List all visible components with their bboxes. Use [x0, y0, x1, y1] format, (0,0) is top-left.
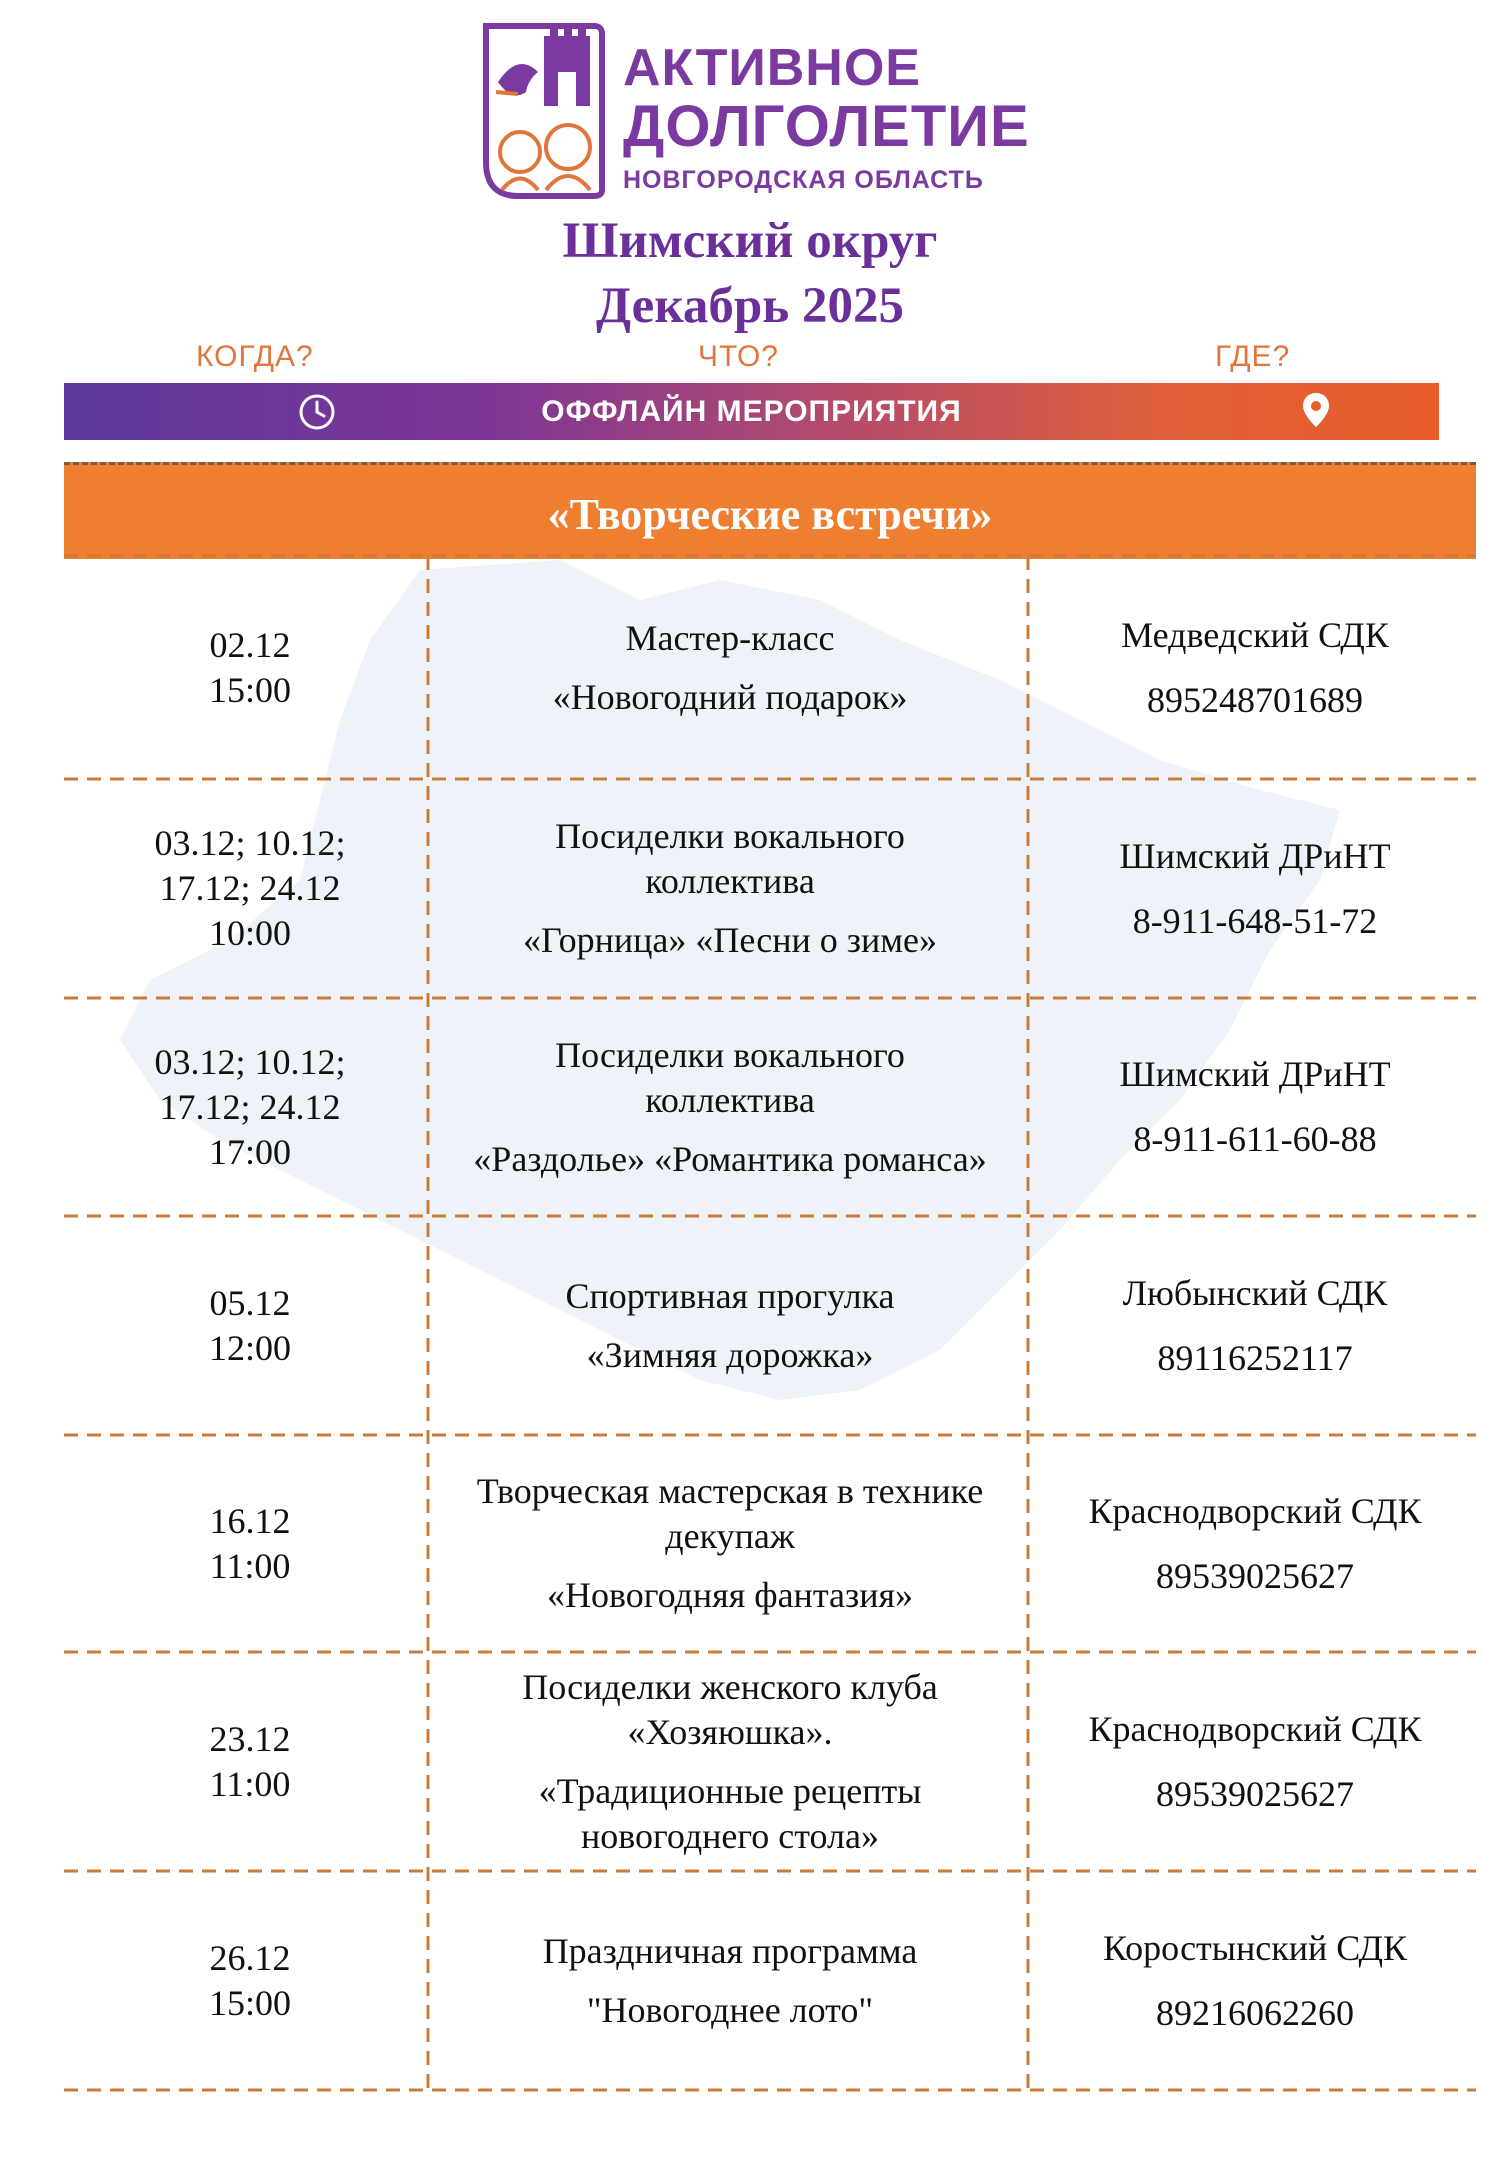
- event-title-line: Посиделки женского клуба: [522, 1666, 938, 1707]
- event-phone: 895248701689: [1147, 679, 1363, 720]
- event-title-line: коллектива: [645, 861, 815, 901]
- event-description-cell: [430, 1929, 1030, 2033]
- month-title: Декабрь 2025: [595, 278, 905, 334]
- logo-line-1: АКТИВНОЕ: [623, 39, 921, 97]
- spacer: [430, 1974, 1030, 1988]
- event-place: Любынский СДК: [1122, 1272, 1388, 1313]
- event-location-cell: [1030, 1052, 1480, 1162]
- column-label-where: ГДЕ?: [1215, 340, 1291, 373]
- event-subtitle-line: «Раздолье» «Романтика романса»: [473, 1138, 987, 1179]
- event-date-line: 17.12; 24.12: [159, 868, 341, 908]
- event-date-line: 15:00: [208, 669, 291, 710]
- event-date-cell: [110, 821, 390, 956]
- column-label-what: ЧТО?: [698, 340, 779, 373]
- event-title-line: Творческая мастерская в технике: [476, 1471, 984, 1511]
- event-subtitle-line: новогоднего стола»: [581, 1815, 879, 1856]
- district-title: Шимский округ: [562, 213, 938, 269]
- spacer: [430, 1319, 1030, 1333]
- event-date-cell: [110, 1040, 390, 1175]
- event-description-cell: [430, 616, 1030, 720]
- spacer: [430, 1123, 1030, 1137]
- event-title-line: Праздничная программа: [542, 1930, 918, 1971]
- event-title-line: коллектива: [645, 1079, 815, 1120]
- spacer: [430, 1559, 1030, 1573]
- event-place: Медведский СДК: [1121, 614, 1389, 655]
- event-date-line: 05.12: [209, 1282, 291, 1323]
- event-title-line: Посиделки вокального: [555, 1034, 905, 1075]
- event-phone: 89539025627: [1156, 1773, 1354, 1814]
- banner-label: ОФФЛАЙН МЕРОПРИЯТИЯ: [541, 395, 962, 428]
- event-date-line: 17:00: [208, 1131, 291, 1172]
- event-date-line: 17.12; 24.12: [159, 1086, 341, 1127]
- event-date-line: 26.12: [209, 1937, 291, 1978]
- event-date-line: 16.12: [209, 1500, 291, 1541]
- spacer: [1030, 1534, 1480, 1554]
- event-location-cell: [1030, 613, 1480, 723]
- event-place: Краснодворский СДК: [1088, 1708, 1422, 1749]
- column-label-when: КОГДА?: [196, 340, 314, 373]
- event-location-cell: [1030, 1271, 1480, 1381]
- spacer: [1030, 879, 1480, 899]
- section-title: «Творческие встречи»: [547, 490, 993, 539]
- event-date-cell: [110, 1499, 390, 1589]
- event-description-cell: [430, 814, 1030, 963]
- logo-line-3: НОВГОРОДСКАЯ ОБЛАСТЬ: [623, 166, 984, 194]
- spacer: [1030, 1097, 1480, 1117]
- event-date-line: 03.12; 10.12;: [154, 1041, 346, 1082]
- event-subtitle-line: «Традиционные рецепты: [538, 1770, 922, 1811]
- event-title-line: Посиделки вокального: [555, 816, 905, 856]
- event-date-cell: [110, 1936, 390, 2026]
- event-subtitle-line: "Новогоднее лото": [586, 1989, 874, 2030]
- event-place: Шимский ДРиНТ: [1119, 835, 1391, 876]
- event-description-cell: [430, 1665, 1030, 1859]
- event-location-cell: [1030, 1926, 1480, 2036]
- event-location-cell: [1030, 1707, 1480, 1817]
- event-description-cell: [430, 1469, 1030, 1618]
- event-phone: 89216062260: [1156, 1992, 1354, 2033]
- event-title-line: Спортивная прогулка: [565, 1275, 895, 1316]
- event-phone: 89539025627: [1156, 1555, 1354, 1596]
- event-subtitle-line: «Горница» «Песни о зиме»: [522, 920, 938, 960]
- event-phone: 8-911-648-51-72: [1132, 900, 1378, 941]
- event-date-line: 15:00: [208, 1982, 291, 2023]
- event-description-cell: [430, 1033, 1030, 1182]
- event-phone: 89116252117: [1157, 1337, 1353, 1378]
- event-date-cell: [110, 1717, 390, 1807]
- event-description-cell: [430, 1274, 1030, 1378]
- event-date-cell: [110, 1281, 390, 1371]
- event-date-line: 23.12: [209, 1718, 291, 1759]
- event-subtitle-line: «Зимняя дорожка»: [586, 1334, 874, 1375]
- event-title-line: декупаж: [665, 1516, 795, 1556]
- spacer: [430, 661, 1030, 675]
- event-date-line: 02.12: [209, 624, 291, 665]
- event-subtitle-line: «Новогодняя фантазия»: [546, 1575, 914, 1615]
- event-place: Коростынский СДК: [1102, 1927, 1408, 1968]
- event-title-line: «Хозяюшка».: [627, 1711, 833, 1752]
- spacer: [1030, 1971, 1480, 1991]
- event-location-cell: [1030, 1489, 1480, 1599]
- event-place: Краснодворский СДК: [1088, 1490, 1422, 1531]
- event-location-cell: [1030, 834, 1480, 944]
- spacer: [430, 1755, 1030, 1769]
- event-date-line: 11:00: [209, 1545, 291, 1586]
- event-date-line: 03.12; 10.12;: [154, 823, 346, 863]
- event-subtitle-line: «Новогодний подарок»: [552, 676, 908, 717]
- event-phone: 8-911-611-60-88: [1133, 1119, 1377, 1159]
- event-date-line: 10:00: [208, 913, 291, 953]
- event-title-line: Мастер-класс: [625, 617, 835, 658]
- spacer: [1030, 658, 1480, 678]
- event-date-cell: [110, 623, 390, 713]
- logo-line-2: ДОЛГОЛЕТИЕ: [623, 94, 1030, 159]
- event-date-line: 11:00: [209, 1763, 291, 1804]
- spacer: [1030, 1316, 1480, 1336]
- spacer: [430, 904, 1030, 918]
- spacer: [1030, 1752, 1480, 1772]
- event-place: Шимский ДРиНТ: [1119, 1054, 1391, 1094]
- event-date-line: 12:00: [208, 1327, 291, 1368]
